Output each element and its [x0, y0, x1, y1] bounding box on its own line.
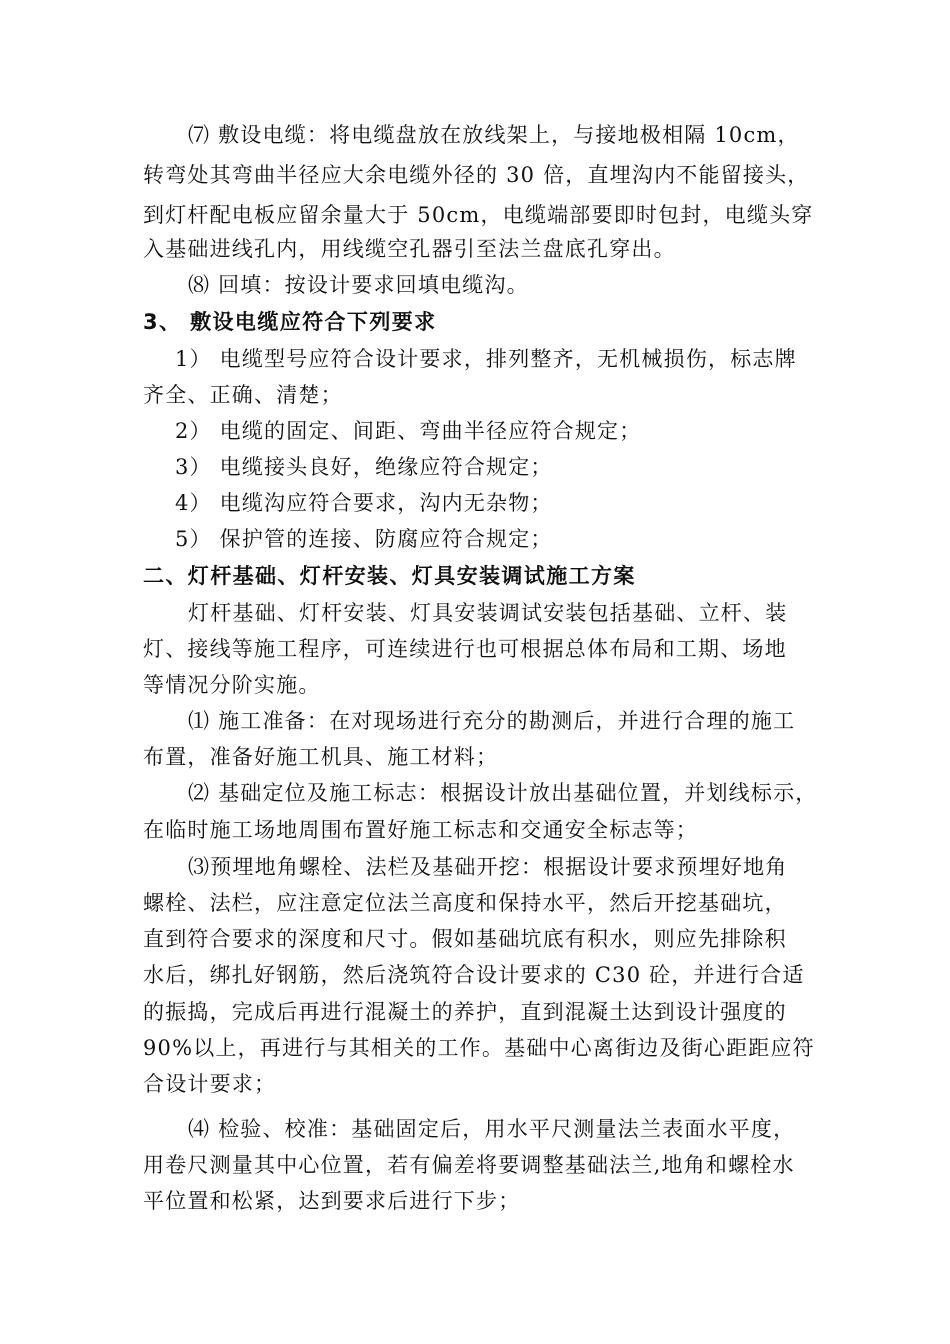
list-item: 4） 电缆沟应符合要求，沟内无杂物； [175, 491, 553, 515]
section-heading: 3、 敷设电缆应符合下列要求 [143, 310, 437, 334]
paragraph-line: 等情况分阶实施。 [143, 673, 321, 697]
paragraph-line: ⑺ 敷设电缆：将电缆盘放在放线架上，与接地极相隔 10cm， [188, 123, 800, 147]
list-item-continuation: 齐全、正确、清楚； [143, 383, 343, 407]
paragraph-line: ⑷ 检验、校准：基础固定后，用水平尺测量法兰表面水平度， [188, 1117, 796, 1141]
list-item: 2） 电缆的固定、间距、弯曲半径应符合规定； [175, 419, 642, 443]
paragraph-line: 90%以上，再进行与其相关的工作。基础中心离街边及街心距距应符 [143, 1036, 815, 1060]
paragraph-line: 用卷尺测量其中心位置，若有偏差将要调整基础法兰,地角和螺栓水 [143, 1153, 795, 1177]
paragraph-line: ⑵ 基础定位及施工标志：根据设计放出基础位置，并划线标示， [188, 781, 818, 805]
chapter-heading: 二、灯杆基础、灯杆安装、灯具安装调试施工方案 [143, 564, 636, 588]
list-item: 5） 保护管的连接、防腐应符合规定； [175, 527, 553, 551]
paragraph-line: 水后，绑扎好钢筋，然后浇筑符合设计要求的 C30 砼，并进行合适 [143, 963, 805, 987]
paragraph-line: 直到符合要求的深度和尺寸。假如基础坑底有积水，则应先排除积 [143, 927, 787, 951]
paragraph-line: 布置，准备好施工机具、施工材料； [143, 745, 499, 769]
paragraph-line: 平位置和松紧，达到要求后进行下步； [143, 1189, 521, 1213]
paragraph-line: 在临时施工场地周围布置好施工标志和交通安全标志等； [143, 818, 698, 842]
paragraph-line: 灯、接线等施工程序，可连续进行也可根据总体布局和工期、场地 [143, 637, 787, 661]
paragraph-line: 合设计要求； [143, 1072, 277, 1096]
paragraph-line: ⑴ 施工准备：在对现场进行充分的勘测后，并进行合理的施工 [188, 709, 796, 733]
paragraph-line: 入基础进线孔内，用线缆空孔器引至法兰盘底孔穿出。 [143, 237, 676, 261]
paragraph-line: 到灯杆配电板应留余量大于 50cm，电缆端部要即时包封，电缆头穿 [143, 203, 814, 227]
paragraph-line: 转弯处其弯曲半径应大余电缆外径的 30 倍，直埋沟内不能留接头， [143, 163, 810, 187]
paragraph-line: 的振捣，完成后再进行混凝土的养护，直到混凝土达到设计强度的 [143, 1000, 787, 1024]
paragraph-line: 螺栓、法栏，应注意定位法兰高度和保持水平，然后开挖基础坑， [143, 891, 787, 915]
list-item: 3） 电缆接头良好，绝缘应符合规定； [175, 455, 553, 479]
paragraph-line: ⑶预埋地角螺栓、法栏及基础开挖：根据设计要求预埋好地角 [188, 855, 788, 879]
paragraph-line: ⑻ 回填：按设计要求回填电缆沟。 [188, 273, 529, 297]
paragraph-line: 灯杆基础、灯杆安装、灯具安装调试安装包括基础、立杆、装 [188, 601, 788, 625]
list-item: 1） 电缆型号应符合设计要求，排列整齐，无机械损伤，标志牌 [175, 347, 797, 371]
